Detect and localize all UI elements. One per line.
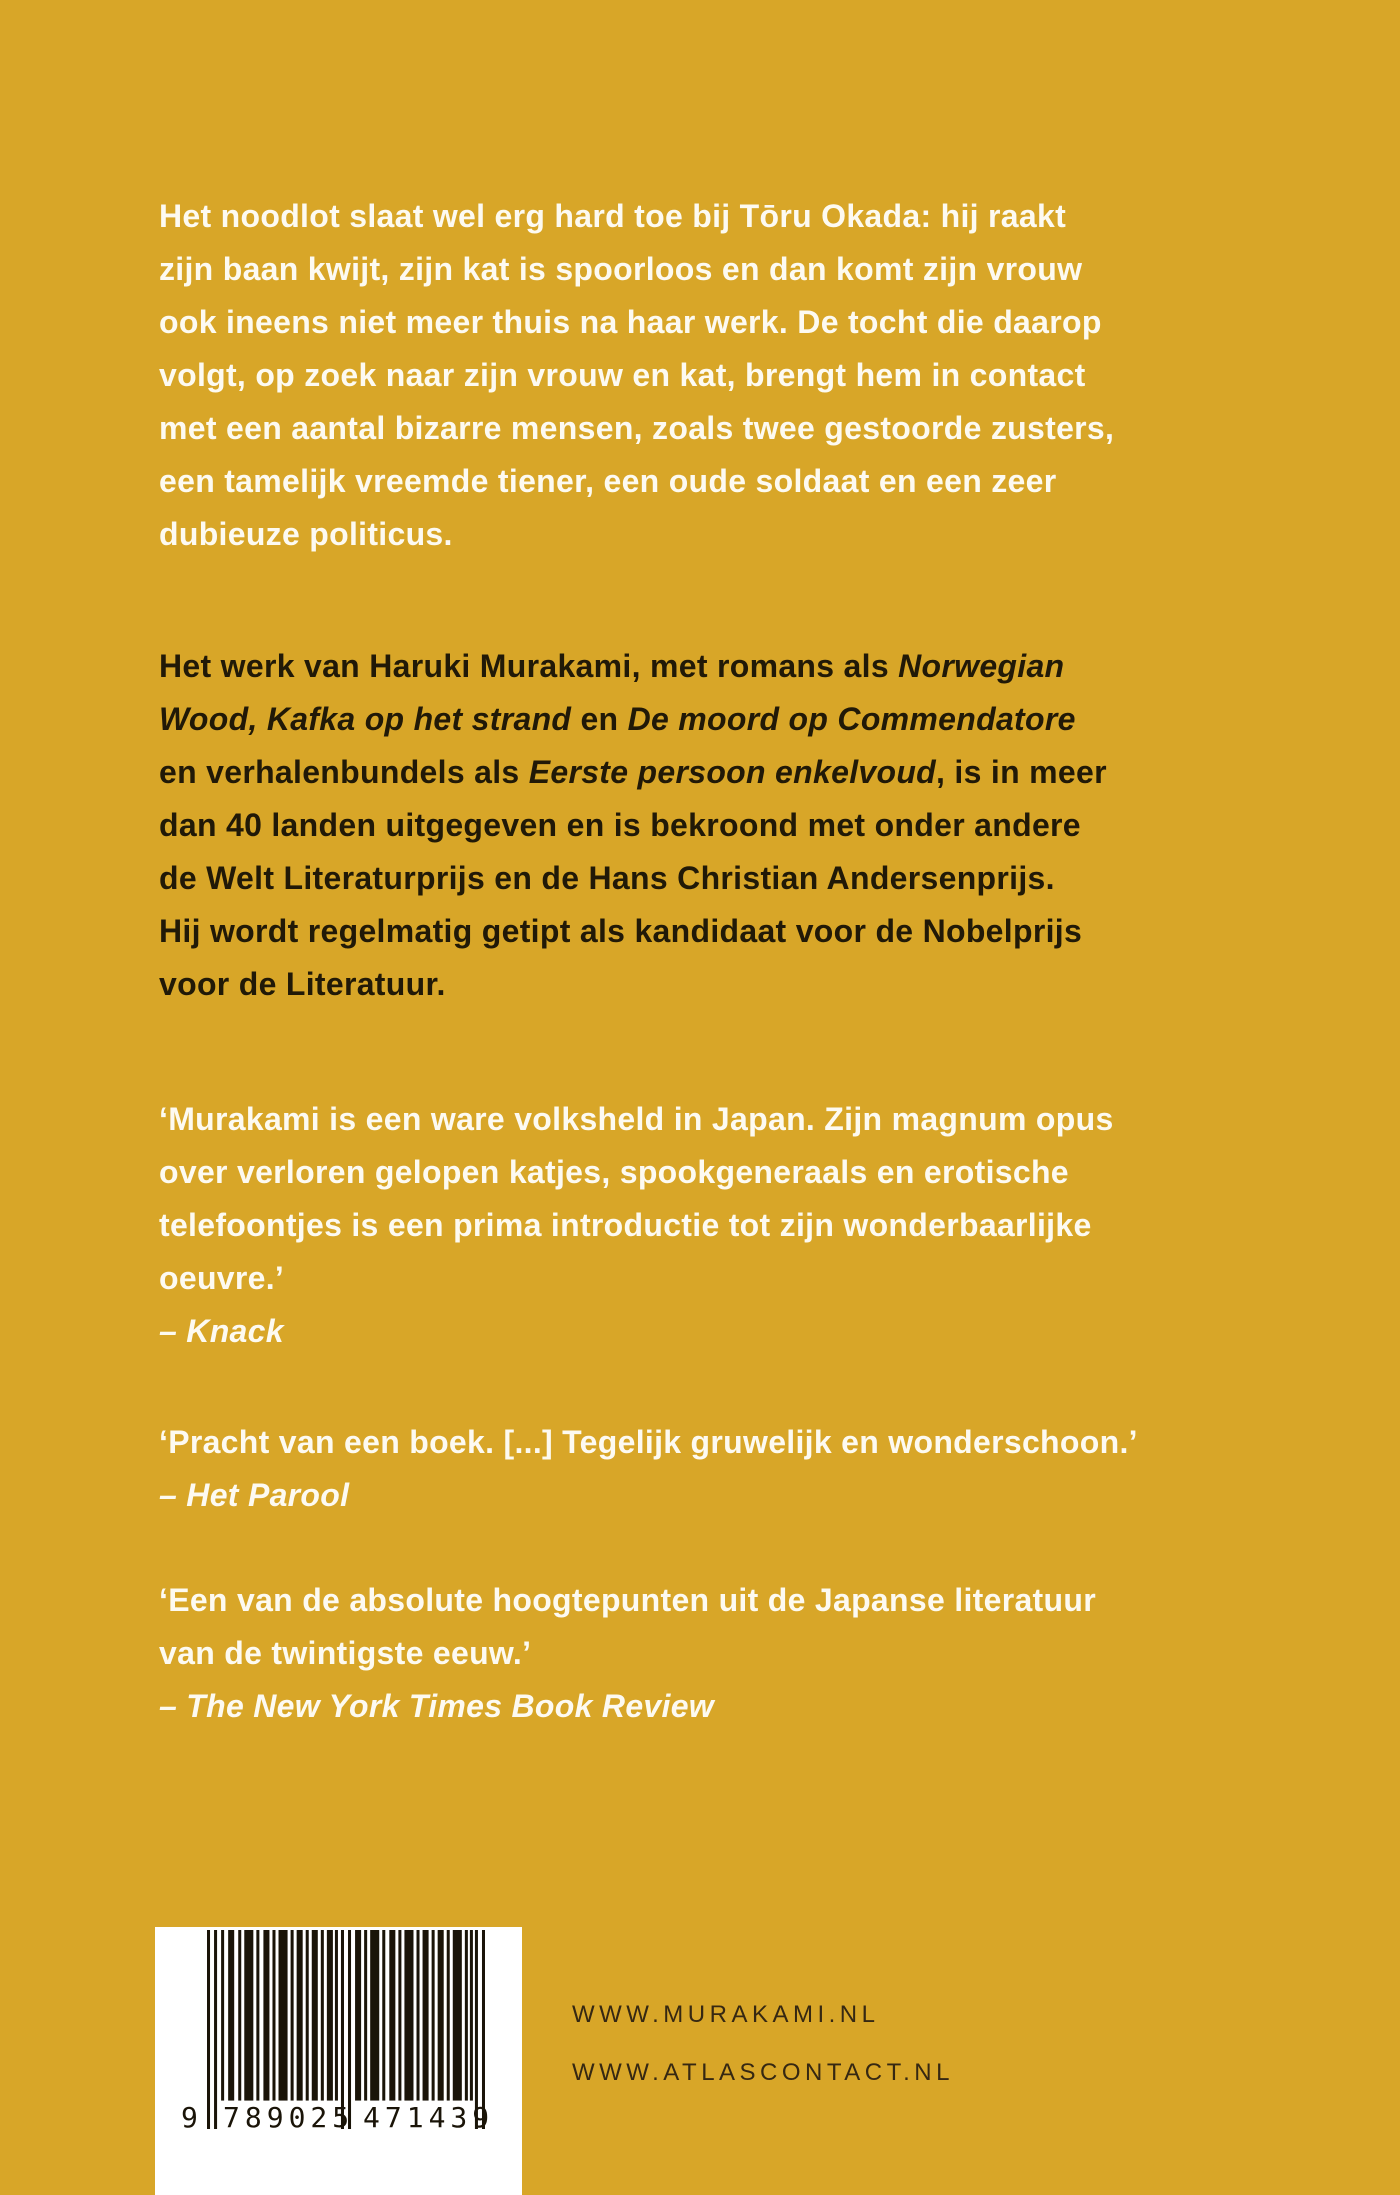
text-segment: en verhalenbundels als: [159, 754, 529, 790]
review-source: – The New York Times Book Review: [159, 1688, 714, 1724]
text-line: [159, 746, 1309, 799]
barcode-bars: [207, 1930, 485, 2129]
website-url-murakami: WWW.MURAKAMI.NL: [572, 2001, 880, 2028]
review-quote-nyt: [159, 1574, 1309, 1733]
quote-line: over verloren gelopen katjes, spookgeneraals en erotische: [159, 1154, 1069, 1190]
book-title-segment: De moord op Commendatore: [627, 701, 1076, 737]
book-title-segment: Eerste persoon enkelvoud: [528, 754, 937, 790]
publisher-websites: [572, 1986, 954, 2102]
quote-line: ‘Pracht van een boek. [...] Tegelijk gruwelijk en wonderschoon.’: [159, 1424, 1138, 1460]
review-source: – Het Parool: [159, 1477, 350, 1513]
review-quote-het-parool: [159, 1416, 1309, 1522]
isbn-barcode: [155, 1927, 522, 2195]
text-segment: , is in meer: [936, 754, 1107, 790]
text-line: [159, 852, 1309, 905]
text-segment: dan 40 landen uitgegeven en is bekroond met onder andere: [159, 807, 1081, 843]
review-quote-knack: [159, 1093, 1309, 1358]
text-line: [159, 693, 1309, 746]
isbn-digit-lead: 9: [181, 2101, 203, 2134]
quote-line: van de twintigste eeuw.’: [159, 1635, 532, 1671]
isbn-digit-group-1: 789025: [223, 2101, 355, 2134]
quote-line: telefoontjes is een prima introductie tot zijn wonderbaarlijke: [159, 1207, 1092, 1243]
isbn-digit-group-2: 471439: [363, 2101, 495, 2134]
text-segment: Hij wordt regelmatig getipt als kandidaat voor de Nobelprijs: [159, 913, 1083, 949]
quote-line: oeuvre.’: [159, 1260, 285, 1296]
text-segment: en: [571, 701, 628, 737]
review-source: – Knack: [159, 1313, 284, 1349]
barcode-digits: [155, 2101, 522, 2137]
text-line: [159, 799, 1309, 852]
text-line: zijn baan kwijt, zijn kat is spoorloos en dan komt zijn vrouw: [159, 251, 1083, 287]
text-line: [159, 958, 1309, 1011]
text-line: dubieuze politicus.: [159, 516, 453, 552]
synopsis-paragraph: [159, 190, 1309, 561]
text-line: een tamelijk vreemde tiener, een oude soldaat en een zeer: [159, 463, 1057, 499]
website-url-atlascontact: WWW.ATLASCONTACT.NL: [572, 2059, 954, 2086]
book-title-segment: Norwegian: [898, 648, 1065, 684]
text-line: ook ineens niet meer thuis na haar werk. De tocht die daarop: [159, 304, 1102, 340]
text-segment: Het werk van Haruki Murakami, met romans als: [159, 648, 899, 684]
text-segment: de Welt Literaturprijs en de Hans Christian Andersenprijs.: [159, 860, 1055, 896]
text-line: Het noodlot slaat wel erg hard toe bij Tōru Okada: hij raakt: [159, 198, 1067, 234]
author-bio-paragraph: [159, 640, 1309, 1011]
text-segment: voor de Literatuur.: [159, 966, 446, 1002]
text-line: [159, 905, 1309, 958]
text-line: [159, 640, 1309, 693]
quote-line: ‘Een van de absolute hoogtepunten uit de Japanse literatuur: [159, 1582, 1096, 1618]
text-line: met een aantal bizarre mensen, zoals twee gestoorde zusters,: [159, 410, 1115, 446]
quote-line: ‘Murakami is een ware volksheld in Japan. Zijn magnum opus: [159, 1101, 1114, 1137]
text-line: volgt, op zoek naar zijn vrouw en kat, brengt hem in contact: [159, 357, 1086, 393]
book-title-segment: Wood, Kafka op het strand: [159, 701, 572, 737]
